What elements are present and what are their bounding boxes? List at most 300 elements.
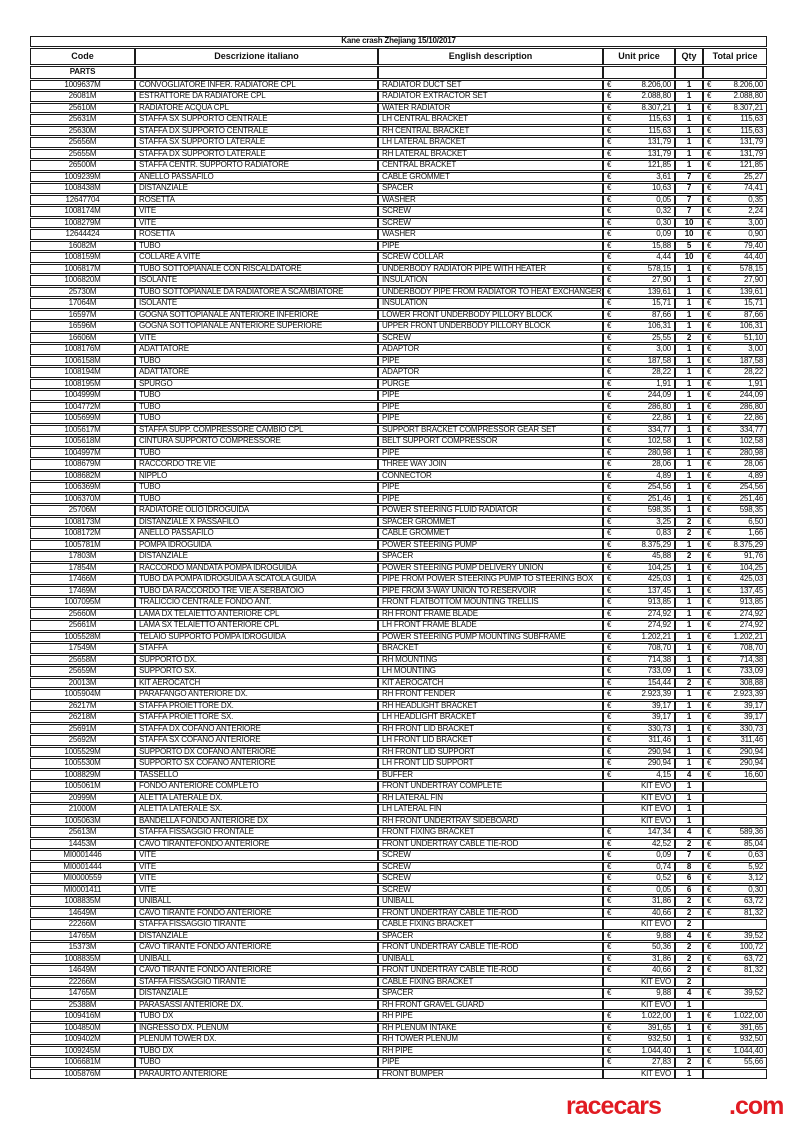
euro-symbol: €: [707, 91, 712, 100]
euro-symbol: €: [707, 194, 712, 204]
unit-price-cell: [603, 183, 675, 194]
descrizione-italiano-cell: DISTANZIALE: [135, 183, 378, 194]
euro-symbol: €: [707, 988, 712, 997]
code-cell: 25659M: [30, 666, 135, 677]
unit-price-cell: [603, 413, 675, 424]
euro-symbol: €: [607, 470, 612, 480]
qty-cell: 1: [675, 367, 703, 378]
qty-cell: 1: [675, 1011, 703, 1022]
unit-price-cell: [603, 517, 675, 528]
total-price-cell: [703, 482, 767, 493]
code-cell: 25706M: [30, 505, 135, 516]
table-row: [30, 586, 767, 597]
unit-price-value: 115,63: [648, 114, 671, 123]
unit-price-value: 131,79: [647, 148, 671, 158]
code-cell: 14649M: [30, 908, 135, 919]
euro-symbol: €: [707, 436, 712, 445]
total-price-cell: [703, 574, 767, 585]
english-description-cell: SCREW COLLAR: [378, 252, 603, 263]
unit-price-value: 15,71: [651, 298, 671, 307]
euro-symbol: €: [607, 240, 612, 250]
table-row: [30, 459, 767, 470]
total-price-value: 932,50: [739, 1034, 764, 1043]
unit-price-value: 31,86: [651, 953, 671, 963]
euro-symbol: €: [607, 493, 612, 503]
unit-price-cell: [603, 333, 675, 344]
code-cell: 25610M: [30, 103, 135, 114]
descrizione-italiano-cell: STAFFA CENTR. SUPPORTO RADIATORE: [135, 160, 378, 171]
total-price-cell: [703, 321, 767, 332]
descrizione-italiano-cell: STAFFA FISSAGGIO FRONTALE: [135, 827, 378, 838]
euro-symbol: €: [707, 700, 712, 710]
descrizione-italiano-cell: DISTANZIALE X PASSAFILO: [135, 517, 378, 528]
table-row: [30, 275, 767, 286]
euro-symbol: €: [607, 723, 612, 733]
descrizione-italiano-cell: ADATTATORE: [135, 367, 378, 378]
table-row: [30, 482, 767, 493]
unit-price-cell: [603, 896, 675, 907]
euro-symbol: €: [607, 91, 612, 100]
qty-cell: 4: [675, 988, 703, 999]
descrizione-italiano-cell: VITE: [135, 862, 378, 873]
descrizione-italiano-cell: TUBO: [135, 494, 378, 505]
unit-price-cell: [603, 620, 675, 631]
qty-cell: 1: [675, 609, 703, 620]
qty-cell: 1: [675, 620, 703, 631]
euro-symbol: €: [607, 850, 612, 859]
total-price-cell: [703, 1069, 767, 1080]
total-price-value: 425,03: [739, 574, 764, 583]
code-cell: 14453M: [30, 839, 135, 850]
code-cell: 17469M: [30, 586, 135, 597]
descrizione-italiano-cell: RADIATORE ACQUA CPL: [135, 103, 378, 114]
total-price-value: 100,72: [739, 942, 764, 951]
qty-cell: 1: [675, 597, 703, 608]
unit-price-value: 311,46: [648, 735, 671, 744]
qty-cell: 4: [675, 770, 703, 781]
descrizione-italiano-cell: SUPPORTO DX.: [135, 655, 378, 666]
total-price-cell: [703, 609, 767, 620]
unit-price-value: 2.088,80: [641, 91, 671, 100]
descrizione-italiano-cell: CINTURA SUPPORTO COMPRESSORE: [135, 436, 378, 447]
qty-cell: 5: [675, 241, 703, 252]
table-row: [30, 390, 767, 401]
descrizione-italiano-cell: VITE: [135, 850, 378, 861]
euro-symbol: €: [707, 953, 712, 963]
english-description-cell: INSULATION: [378, 298, 603, 309]
kit-evo-label: KIT EVO: [640, 1068, 671, 1078]
table-row: [30, 287, 767, 298]
descrizione-italiano-cell: BANDELLA FONDO ANTERIORE DX: [135, 816, 378, 827]
table-row: [30, 781, 767, 792]
total-price-value: 714,38: [739, 654, 764, 664]
unit-price-cell: [603, 1046, 675, 1057]
euro-symbol: €: [707, 562, 712, 572]
english-description-cell: LH LATERAL FIN: [378, 804, 603, 815]
total-price-cell: [703, 827, 767, 838]
unit-price-cell: [603, 827, 675, 838]
english-description-cell: RH FRONT LID SUPPORT: [378, 747, 603, 758]
descrizione-italiano-cell: SUPPORTO DX COFANO ANTERIORE: [135, 747, 378, 758]
qty-cell: 1: [675, 758, 703, 769]
qty-cell: 7: [675, 850, 703, 861]
unit-price-value: 104,25: [647, 562, 671, 572]
code-cell: 1006817M: [30, 264, 135, 275]
qty-cell: 2: [675, 896, 703, 907]
euro-symbol: €: [707, 229, 712, 238]
english-description-cell: PIPE: [378, 356, 603, 367]
euro-symbol: €: [607, 263, 612, 273]
descrizione-italiano-cell: ALETTA LATERALE SX.: [135, 804, 378, 815]
descrizione-italiano-cell: PARASASSI ANTERIORE DX.: [135, 1000, 378, 1011]
euro-symbol: €: [707, 528, 712, 537]
unit-price-value: 932,50: [647, 1034, 671, 1043]
unit-price-value: 290,94: [647, 746, 671, 756]
descrizione-italiano-cell: TUBO DX: [135, 1011, 378, 1022]
qty-cell: 6: [675, 873, 703, 884]
unit-price-value: 425,03: [647, 574, 671, 583]
qty-cell: 1: [675, 747, 703, 758]
euro-symbol: €: [607, 585, 612, 595]
unit-price-value: 8.375,29: [641, 539, 671, 549]
unit-price-cell: [603, 482, 675, 493]
code-cell: 21000M: [30, 804, 135, 815]
total-price-cell: [703, 896, 767, 907]
total-price-cell: [703, 666, 767, 677]
code-cell: 25388M: [30, 1000, 135, 1011]
total-price-cell: [703, 931, 767, 942]
unit-price-value: 3,25: [656, 516, 671, 526]
unit-price-cell: [603, 655, 675, 666]
qty-cell: 1: [675, 356, 703, 367]
euro-symbol: €: [607, 286, 612, 296]
total-price-value: 311,46: [740, 735, 764, 744]
descrizione-italiano-cell: RACCORDO TRE VIE: [135, 459, 378, 470]
total-price-value: 39,17: [744, 712, 764, 721]
euro-symbol: €: [607, 424, 612, 434]
euro-symbol: €: [707, 286, 712, 296]
euro-symbol: €: [607, 884, 612, 894]
total-price-value: 39,52: [744, 930, 764, 940]
unit-price-cell: [603, 103, 675, 114]
total-price-cell: [703, 678, 767, 689]
total-price-cell: [703, 701, 767, 712]
qty-cell: 1: [675, 701, 703, 712]
euro-symbol: €: [607, 539, 612, 549]
total-price-value: 63,72: [744, 953, 764, 963]
total-price-cell: [703, 1023, 767, 1034]
euro-symbol: €: [607, 1022, 612, 1032]
euro-symbol: €: [707, 643, 712, 652]
total-price-value: 85,04: [744, 838, 764, 848]
code-cell: 1008176M: [30, 344, 135, 355]
code-cell: 1008835M: [30, 896, 135, 907]
total-price-value: 913,85: [739, 597, 764, 606]
euro-symbol: €: [607, 309, 612, 319]
qty-cell: 1: [675, 103, 703, 114]
total-price-value: 578,15: [739, 263, 764, 273]
euro-symbol: €: [707, 482, 712, 491]
total-price-value: 598,35: [739, 505, 764, 514]
total-price-value: 244,09: [739, 390, 764, 399]
qty-cell: 2: [675, 965, 703, 976]
table-row: [30, 551, 767, 562]
english-description-cell: ADAPTOR: [378, 367, 603, 378]
unit-price-value: 40,66: [651, 907, 671, 917]
descrizione-italiano-cell: STAFFA DX SUPPORTO LATERALE: [135, 149, 378, 160]
euro-symbol: €: [607, 125, 612, 135]
english-description-cell: UNIBALL: [378, 896, 603, 907]
table-row: [30, 218, 767, 229]
qty-cell: 6: [675, 885, 703, 896]
unit-price-cell: [603, 977, 675, 988]
qty-cell: 2: [675, 919, 703, 930]
unit-price-value: 154,44: [647, 677, 671, 687]
qty-cell: 1: [675, 402, 703, 413]
qty-cell: 2: [675, 839, 703, 850]
unit-price-cell: [603, 425, 675, 436]
descrizione-italiano-cell: TUBO: [135, 482, 378, 493]
descrizione-italiano-cell: TUBO DA POMPA IDROGUIDA A SCATOLA GUIDA: [135, 574, 378, 585]
code-cell: 1005781M: [30, 540, 135, 551]
euro-symbol: €: [607, 459, 612, 468]
table-row: [30, 298, 767, 309]
total-price-cell: [703, 735, 767, 746]
table-row: [30, 333, 767, 344]
euro-symbol: €: [707, 689, 712, 698]
code-cell: 12647704: [30, 195, 135, 206]
euro-symbol: €: [707, 666, 712, 675]
kit-evo-label: KIT EVO: [640, 792, 671, 802]
unit-price-cell: [603, 126, 675, 137]
descrizione-italiano-cell: STAFFA PROIETTORE DX.: [135, 701, 378, 712]
descrizione-italiano-cell: ROSETTA: [135, 229, 378, 240]
euro-symbol: €: [607, 953, 612, 963]
total-price-value: 274,92: [739, 608, 764, 618]
euro-symbol: €: [607, 907, 612, 917]
english-description-cell: FRONT BUMPER: [378, 1069, 603, 1080]
total-price-value: 106,31: [739, 321, 764, 330]
total-price-value: 104,25: [739, 562, 764, 572]
unit-price-value: 187,58: [647, 355, 671, 365]
unit-price-value: 147,34: [647, 827, 671, 836]
english-description-cell: POWER STEERING PUMP MOUNTING SUBFRAME: [378, 632, 603, 643]
english-description-cell: FRONT FLATBOTTOM MOUNTING TRELLIS: [378, 597, 603, 608]
euro-symbol: €: [707, 585, 712, 595]
english-description-cell: CABLE GROMMET: [378, 172, 603, 183]
euro-symbol: €: [707, 367, 712, 376]
qty-cell: 1: [675, 574, 703, 585]
descrizione-italiano-cell: TUBO: [135, 1057, 378, 1068]
code-cell: 1004850M: [30, 1023, 135, 1034]
table-row: [30, 264, 767, 275]
table-row: [30, 310, 767, 321]
euro-symbol: €: [607, 827, 612, 836]
qty-cell: 2: [675, 528, 703, 539]
table-row: [30, 1069, 767, 1080]
english-description-cell: LH FRONT FRAME BLADE: [378, 620, 603, 631]
euro-symbol: €: [707, 723, 712, 733]
descrizione-italiano-cell: ADATTATORE: [135, 344, 378, 355]
total-price-value: 91,76: [744, 551, 764, 560]
col-header-code: Code: [30, 48, 135, 65]
table-row: [30, 1034, 767, 1045]
unit-price-cell: [603, 1069, 675, 1080]
euro-symbol: €: [607, 482, 612, 491]
english-description-cell: THREE WAY JOIN: [378, 459, 603, 470]
unit-price-cell: [603, 758, 675, 769]
qty-cell: 2: [675, 977, 703, 988]
code-cell: 26217M: [30, 701, 135, 712]
english-description-cell: SPACER: [378, 988, 603, 999]
euro-symbol: €: [707, 447, 712, 457]
unit-price-cell: [603, 218, 675, 229]
table-row: [30, 574, 767, 585]
code-cell: 22266M: [30, 977, 135, 988]
table-row: [30, 793, 767, 804]
descrizione-italiano-cell: VITE: [135, 873, 378, 884]
descrizione-italiano-cell: RACCORDO MANDATA POMPA IDROGUIDA: [135, 563, 378, 574]
euro-symbol: €: [607, 102, 612, 112]
code-cell: 1008829M: [30, 770, 135, 781]
total-price-value: 25,27: [744, 171, 764, 181]
euro-symbol: €: [707, 608, 712, 618]
english-description-cell: SPACER GROMMET: [378, 517, 603, 528]
euro-symbol: €: [707, 459, 712, 468]
unit-price-cell: [603, 275, 675, 286]
qty-cell: 2: [675, 517, 703, 528]
total-price-cell: [703, 988, 767, 999]
document-title: Kane crash Zhejiang 15/10/2017: [30, 36, 767, 47]
table-row: [30, 344, 767, 355]
total-price-cell: [703, 126, 767, 137]
table-row: [30, 137, 767, 148]
total-price-value: 589,36: [739, 827, 764, 836]
euro-symbol: €: [707, 148, 712, 158]
unit-price-value: 45,88: [651, 551, 671, 560]
total-price-cell: [703, 379, 767, 390]
unit-price-value: 286,80: [647, 401, 671, 411]
euro-symbol: €: [607, 942, 612, 951]
descrizione-italiano-cell: GOGNA SOTTOPIANALE ANTERIORE INFERIORE: [135, 310, 378, 321]
euro-symbol: €: [607, 206, 612, 215]
total-price-value: 115,63: [740, 125, 764, 135]
table-row: [30, 873, 767, 884]
total-price-value: 87,66: [744, 309, 764, 319]
euro-symbol: €: [707, 850, 712, 859]
code-cell: 17064M: [30, 298, 135, 309]
euro-symbol: €: [607, 355, 612, 365]
logo-text-left: racecars: [566, 1092, 661, 1120]
english-description-cell: POWER STEERING PUMP: [378, 540, 603, 551]
total-price-cell: [703, 344, 767, 355]
table-row: [30, 563, 767, 574]
descrizione-italiano-cell: SUPPORTO SX.: [135, 666, 378, 677]
qty-cell: 1: [675, 126, 703, 137]
descrizione-italiano-cell: VITE: [135, 206, 378, 217]
euro-symbol: €: [607, 171, 612, 181]
unit-price-value: 290,94: [647, 758, 671, 767]
code-cell: 1005063M: [30, 816, 135, 827]
unit-price-cell: [603, 816, 675, 827]
euro-symbol: €: [707, 355, 712, 365]
unit-price-value: 334,77: [647, 424, 671, 434]
unit-price-value: 0,74: [656, 861, 671, 871]
total-price-cell: [703, 367, 767, 378]
total-price-value: 8.307,21: [733, 102, 764, 112]
total-price-value: 16,60: [744, 769, 764, 779]
euro-symbol: €: [607, 873, 612, 882]
qty-cell: 10: [675, 229, 703, 240]
euro-symbol: €: [707, 298, 712, 307]
unit-price-value: 913,85: [647, 597, 671, 606]
unit-price-value: 25,55: [651, 332, 671, 342]
total-price-cell: [703, 770, 767, 781]
unit-price-value: 0,05: [656, 884, 671, 894]
total-price-value: 290,94: [739, 746, 764, 756]
unit-price-value: 87,66: [651, 309, 671, 319]
total-price-value: 3,00: [748, 217, 764, 227]
section-label: PARTS: [30, 66, 135, 79]
code-cell: 1008173M: [30, 517, 135, 528]
euro-symbol: €: [607, 689, 612, 698]
euro-symbol: €: [707, 827, 712, 836]
euro-symbol: €: [707, 470, 712, 480]
racecars-logo: [0, 1092, 805, 1122]
table-row: [30, 827, 767, 838]
euro-symbol: €: [707, 114, 712, 123]
total-price-cell: [703, 632, 767, 643]
unit-price-value: 102,58: [647, 436, 671, 445]
total-price-value: 51,10: [744, 332, 764, 342]
unit-price-value: 22,86: [651, 413, 671, 422]
euro-symbol: €: [607, 769, 612, 779]
col-header-english-description: English description: [378, 48, 603, 65]
descrizione-italiano-cell: TUBO: [135, 448, 378, 459]
unit-price-value: 4,44: [656, 252, 671, 261]
qty-cell: 7: [675, 172, 703, 183]
table-row: [30, 528, 767, 539]
euro-symbol: €: [707, 401, 712, 411]
descrizione-italiano-cell: DISTANZIALE: [135, 988, 378, 999]
total-price-cell: [703, 724, 767, 735]
unit-price-value: 274,92: [647, 620, 671, 629]
euro-symbol: €: [707, 677, 712, 687]
total-price-cell: [703, 1034, 767, 1045]
table-row: [30, 413, 767, 424]
euro-symbol: €: [707, 654, 712, 664]
english-description-cell: SCREW: [378, 862, 603, 873]
qty-cell: 1: [675, 114, 703, 125]
total-price-value: 0,30: [748, 884, 764, 894]
table-row: [30, 885, 767, 896]
descrizione-italiano-cell: RADIATORE OLIO IDROGUIDA: [135, 505, 378, 516]
unit-price-cell: [603, 735, 675, 746]
total-price-value: 115,63: [740, 114, 764, 123]
unit-price-cell: [603, 724, 675, 735]
english-description-cell: SCREW: [378, 873, 603, 884]
code-cell: 1008682M: [30, 471, 135, 482]
table-row: [30, 379, 767, 390]
unit-price-value: 106,31: [647, 321, 671, 330]
qty-cell: 1: [675, 80, 703, 91]
kit-evo-label: KIT EVO: [640, 919, 671, 928]
qty-cell: 1: [675, 540, 703, 551]
unit-price-cell: [603, 1011, 675, 1022]
euro-symbol: €: [607, 447, 612, 457]
unit-price-cell: [603, 252, 675, 263]
qty-cell: 1: [675, 91, 703, 102]
